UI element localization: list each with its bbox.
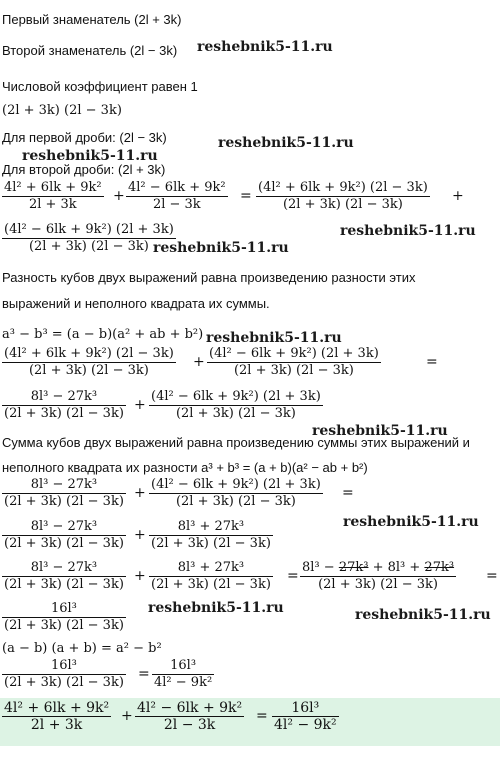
fraction: $\frac{\text{(4l² − 6lk + 9k²) (2l + 3k)}}{(2l + 3k) (2l - 3k)}$ xyxy=(151,477,321,509)
equals-sign: = xyxy=(426,354,438,370)
fraction: $\frac{\text{(4l² + 6lk + 9k²) (2l − 3k)}}{(2l + 3k) (2l - 3k)}$ xyxy=(4,346,174,378)
plus-sign: + xyxy=(193,354,205,370)
fraction: $\frac{\text{8l³ − 27k³ + 8l³ + 27k³}}{(2l + 3k) (2l - 3k)}$ xyxy=(302,560,455,592)
fraction: $\frac{\text{8l³ + 27k³}}{(2l + 3k) (2l - 3k)}$ xyxy=(151,519,271,551)
watermark: reshebnik5-11.ru xyxy=(197,39,333,55)
cubes-difference-rule-2: выражений и неполного квадрата их суммы. xyxy=(2,296,270,311)
watermark: reshebnik5-11.ru xyxy=(355,607,491,623)
fraction: $\frac{\text{(4l² − 6lk + 9k²) (2l + 3k)}}{(2l + 3k) (2l - 3k)}$ xyxy=(151,389,321,421)
coefficient-line: Числовой коэффициент равен 1 xyxy=(2,79,198,94)
fraction: $\frac{\text{8l³ − 27k³}}{(2l + 3k) (2l - 3k)}$ xyxy=(4,519,124,551)
cubes-difference-formula: a³ − b³ = (a − b)(a² + ab + b²) xyxy=(2,327,204,342)
equals-sign: = xyxy=(256,708,268,724)
plus-sign: + xyxy=(134,568,146,584)
common-denominator: (2l + 3k) (2l − 3k) xyxy=(2,103,122,118)
fraction: $\frac{\text{4l² + 6lk + 9k²}}{2l + 3k}$ xyxy=(4,180,102,212)
fraction: $\frac{\text{8l³ + 27k³}}{(2l + 3k) (2l - 3k)}$ xyxy=(151,560,271,592)
second-denominator-line: Второй знаменатель (2l − 3k) xyxy=(2,43,178,58)
cubes-difference-rule: Разность кубов двух выражений равна произведению разности этих xyxy=(2,270,416,285)
fraction: $\frac{\text{(4l² + 6lk + 9k²) (2l − 3k)}}{(2l + 3k) (2l - 3k)}$ xyxy=(258,180,428,212)
fraction: $\frac{\text{8l³ − 27k³}}{(2l + 3k) (2l - 3k)}$ xyxy=(4,560,124,592)
watermark: reshebnik5-11.ru xyxy=(218,135,354,151)
plus-sign: + xyxy=(452,188,464,204)
fraction: $\frac{\text{4l² − 6lk + 9k²}}{2l - 3k}$ xyxy=(128,180,226,212)
fraction: $\frac{\text{8l³ − 27k³}}{(2l + 3k) (2l - 3k)}$ xyxy=(4,389,124,421)
watermark: reshebnik5-11.ru xyxy=(153,240,289,256)
equals-sign: = xyxy=(138,666,150,682)
fraction: $\frac{\text{16l³}}{\text{4l² − 9k²}}$ xyxy=(154,658,213,690)
watermark: reshebnik5-11.ru xyxy=(312,423,448,439)
plus-sign: + xyxy=(134,527,146,543)
first-denominator-line: Первый знаменатель (2l + 3k) xyxy=(2,12,182,27)
first-fraction-factor: Для первой дроби: (2l − 3k) xyxy=(2,130,167,145)
cubes-sum-rule-2: неполного квадрата их разности a³ + b³ = (a + b)(a² − ab + b²) xyxy=(2,460,368,475)
second-fraction-factor: Для второй дроби: (2l + 3k) xyxy=(2,162,166,177)
watermark: reshebnik5-11.ru xyxy=(22,148,158,164)
final-fraction: $\frac{\text{4l² + 6lk + 9k²}}{2l + 3k}$ xyxy=(4,700,110,733)
plus-sign: + xyxy=(134,485,146,501)
equals-sign: = xyxy=(486,568,498,584)
plus-sign: + xyxy=(121,708,133,724)
difference-of-squares-formula: (a − b) (a + b) = a² − b² xyxy=(2,641,162,656)
equals-sign: = xyxy=(287,568,299,584)
final-result: $\frac{\text{16l³}}{\text{4l² − 9k²}}$ xyxy=(274,700,337,733)
watermark: reshebnik5-11.ru xyxy=(340,223,476,239)
plus-sign: + xyxy=(134,397,146,413)
fraction: $\frac{\text{16l³}}{(2l + 3k) (2l - 3k)}$ xyxy=(4,658,124,690)
fraction: $\frac{\text{8l³ − 27k³}}{(2l + 3k) (2l - 3k)}$ xyxy=(4,477,124,509)
watermark: reshebnik5-11.ru xyxy=(148,600,284,616)
fraction: $\frac{\text{(4l² − 6lk + 9k²) (2l + 3k)}}{(2l + 3k) (2l - 3k)}$ xyxy=(209,346,379,378)
cubes-sum-rule: Сумма кубов двух выражений равна произведению суммы этих выражений и xyxy=(2,435,470,450)
final-fraction: $\frac{\text{4l² − 6lk + 9k²}}{2l - 3k}$ xyxy=(137,700,243,733)
plus-sign: + xyxy=(113,188,125,204)
watermark: reshebnik5-11.ru xyxy=(343,514,479,530)
equals-sign: = xyxy=(342,485,354,501)
equals-sign: = xyxy=(240,188,252,204)
fraction: $\frac{\text{16l³}}{(2l + 3k) (2l - 3k)}$ xyxy=(4,601,124,633)
fraction: $\frac{\text{(4l² − 6lk + 9k²) (2l + 3k)}}{(2l + 3k) (2l - 3k)}$ xyxy=(4,222,174,254)
watermark: reshebnik5-11.ru xyxy=(206,330,342,346)
